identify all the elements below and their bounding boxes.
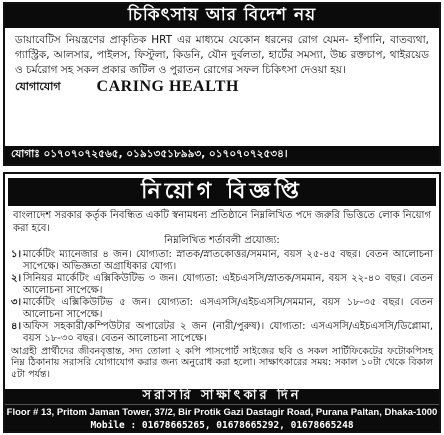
list-item xyxy=(11,273,433,297)
recruitment-intro xyxy=(5,206,439,248)
office-address: Floor # 13, Pritom Jaman Tower, 37/2, Bir Protik Gazi Dastagir Road, Purana Paltan, Dhaka-1000 xyxy=(6,406,438,418)
health-ad-brand xyxy=(15,79,429,94)
health-ad xyxy=(3,2,441,166)
list-item xyxy=(11,297,433,321)
position-number: ৩। xyxy=(11,296,22,308)
mobile-numbers: Mobile : 01678665265, 01678665292, 01678665248 xyxy=(90,419,354,431)
recruitment-intro-conditions: নিম্নলিখিত শর্তাবলী প্রযোজ্য: xyxy=(164,235,280,246)
brand-bangla: যোগাযোগ xyxy=(15,80,61,93)
position-text: মার্কেটিং এক্সিকিউটিভ ৫ জন। যোগ্যতা: এসএসসি/এইচএসসি/সমমান, বয়স ১৮-৩৫ বছর। বেতন আলোচনা সাপেক্ষে। xyxy=(23,296,433,320)
recruitment-footer xyxy=(5,389,439,431)
brand-english: CARING HEALTH xyxy=(96,78,239,95)
health-ad-body xyxy=(5,28,439,94)
health-ad-title: চিকিৎসায় আর বিদেশ নয় xyxy=(5,4,439,28)
health-ad-contacts: যোগাঃ ০১৭০৭০৭২৫৬৫, ০১৯১৩৫১৮৯৯৩, ০১৭০৭০৭২৫৩৪। xyxy=(5,146,439,164)
position-text: মার্কেটিং ম্যানেজার ৪ জন। যোগ্যতা: স্নাতক/স্নাতকোত্তর/সমমান, বয়স ২৫-৪৫ বছর। বেতন আলোচনা সাপেক্ষে। অভিজ্ঞতা অগ্রাধিকার যোগ্য। xyxy=(23,248,433,272)
recruitment-intro-line: বাংলাদেশ সরকার কর্তৃক নিবন্ধিত একটি স্বনামধন্য প্রতিষ্ঠানে নিম্নলিখিত পদে জরুরি ভিত্তিতে লোক নিয়োগ করা হবে। xyxy=(13,210,431,234)
list-item xyxy=(11,321,433,345)
position-text: সিনিয়র মার্কেটিং এক্সিকিউটিভ ৩ জন। যোগ্যতা: এইচএসসি/স্নাতক/সমমান, বয়স ২২-৪০ বছর। বেতন আলোচনা সাপেক্ষে। xyxy=(23,272,433,296)
health-ad-paragraph: ডায়াবেটিস নিয়ন্ত্রণের প্রাকৃতিক HRT এর মাধ্যমে যেকোন ধরনের রোগ যেমন- হাঁপানি, বাতব্যথা, গ্যাস্ট্রিক, আলসার, পাইলস, ফিস্টুলা, কিডনি, যৌন দুর্বলতা, হার্টের সমস্যা, উচ্চ রক্তচাপ, থাইরয়েড ও চর্মরোগ সহ সকল প্রকার জটিল ও পুরাতন রোগের সফল চিকিৎসা দেওয়া হয়। xyxy=(15,34,429,76)
list-item xyxy=(11,249,433,273)
recruitment-ad-title: নিয়োগ বিজ্ঞপ্তি xyxy=(8,178,436,206)
recruitment-ad xyxy=(3,172,441,433)
position-text: অফিস সহকারী/কম্পিউটার অপারেটর ২ জন (নারী/পুরুষ)। যোগ্যতা: এসএসসি/এইচএসসি/ডিপ্লোমা, বয়স ১৮-৩০ বছর। বেতন আলোচনা সাপেক্ষে। xyxy=(23,320,433,344)
interview-cta: সরাসরি সাক্ষাৎকার দিন xyxy=(5,389,439,405)
position-number: ২। xyxy=(11,272,22,284)
position-number: ৪। xyxy=(11,320,22,332)
application-note: আগ্রহী প্রার্থীদের জীবনবৃত্তান্ত, সদ্য তোলা ২ কপি পাসপোর্ট সাইজের ছবি ও সকল সার্টিফিকেটের ফটোকপিসহ নিম্ন ঠিকানায় সরাসরি যোগাযোগ করার জন্য অনুরোধ করা হলো। সাক্ষাৎকারের সময়: সকাল ১০টা থেকে বিকাল ৫টা পর্যন্ত। xyxy=(11,345,433,380)
position-number: ১। xyxy=(11,248,22,260)
positions-list xyxy=(5,248,439,345)
